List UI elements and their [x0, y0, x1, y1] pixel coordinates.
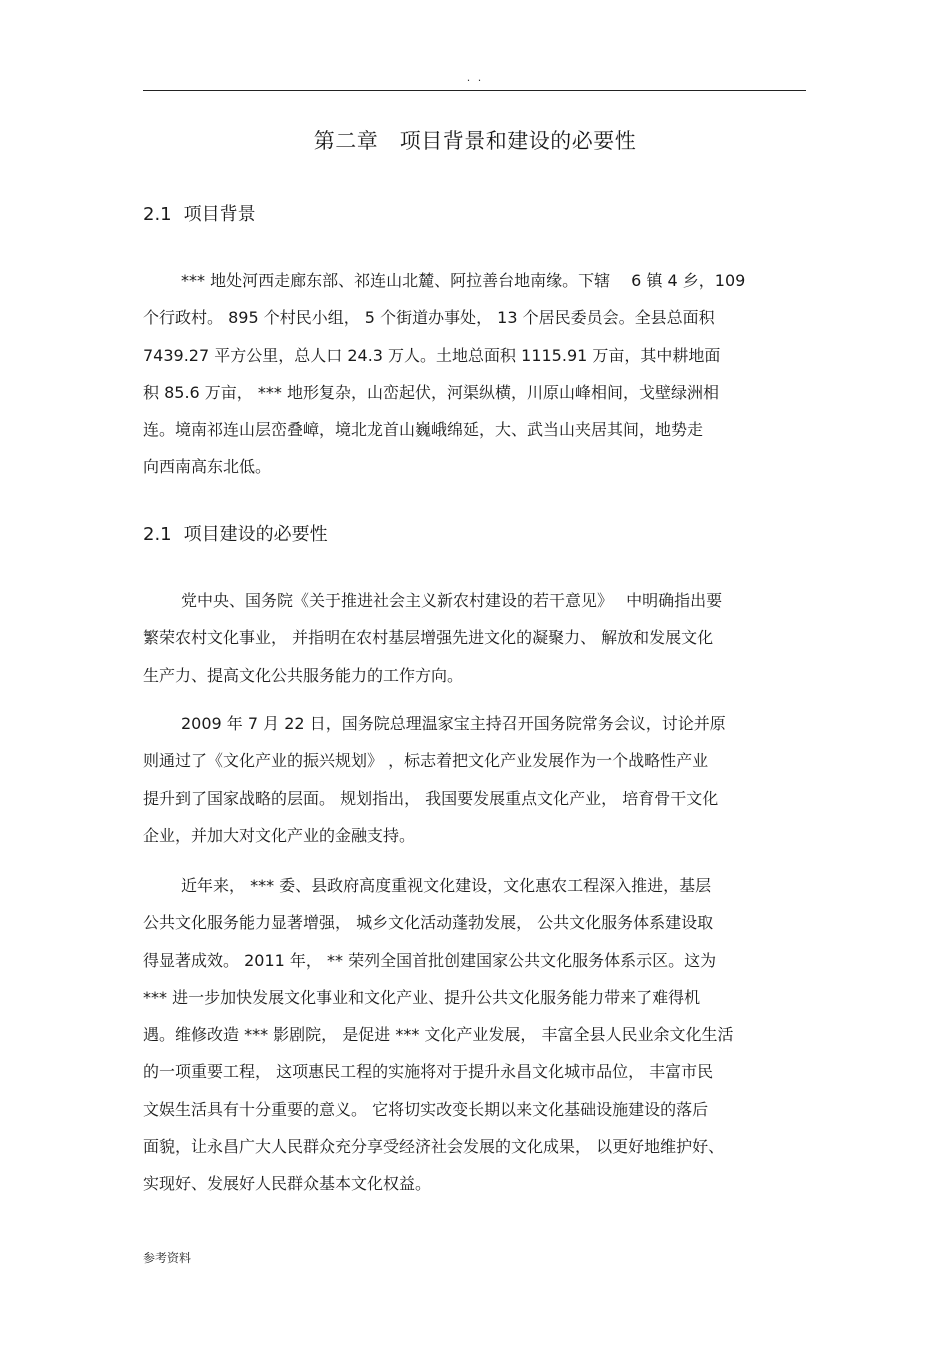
section-heading-background [143, 202, 256, 228]
chapter-title: 第二章 项目背景和建设的必要性 [313, 129, 637, 153]
text-line: 企业，并加大对文化产业的金融支持。 [143, 825, 416, 845]
paragraph-recent-years [143, 867, 808, 1203]
text-line: 得显著成效。 2011 年， ** 荣列全国首批创建国家公共文化服务体系示区。这为 [143, 950, 717, 970]
text-line: 近年来， *** 委、县政府高度重视文化建设，文化惠农工程深入推进，基层 [181, 876, 712, 895]
text-line: *** 进一步加快发展文化事业和文化产业、提升公共文化服务能力带来了难得机 [143, 987, 701, 1007]
text-line: 7439.27 平方公里，总人口 24.3 万人。土地总面积 1115.91 万亩，其中耕地面 [143, 345, 721, 365]
page-footer: 参考资料 [143, 1251, 192, 1265]
text-line: 2009 年 7 月 22 日，国务院总理温家宝主持召开国务院常务会议，讨论并原 [181, 714, 726, 733]
section-number: 2.1 [143, 524, 172, 545]
text-line: 生产力、提高文化公共服务能力的工作方向。 [143, 665, 464, 685]
text-line: 向西南高东北低。 [143, 457, 272, 477]
text-line: *** 地处河西走廊东部、祁连山北麓、阿拉善台地南缘。下辖 6 镇 4 乡，109 [181, 271, 746, 290]
text-line: 提升到了国家战略的层面。 规划指出， 我国要发展重点文化产业， 培育骨干文化 [143, 788, 719, 808]
paragraph-policy [143, 582, 808, 694]
text-line: 个行政村。 895 个村民小组， 5 个街道办事处， 13 个居民委员会。全县总面积 [143, 308, 715, 328]
text-line: 连。境南祁连山层峦叠嶂，境北龙首山巍峨绵延，大、武当山夹居其间，地势走 [143, 420, 704, 440]
text-line: 实现好、发展好人民群众基本文化权益。 [143, 1174, 432, 1194]
page-header-mark: . . [466, 71, 484, 84]
text-line: 文娱生活具有十分重要的意义。 它将切实改变长期以来文化基础设施建设的落后 [143, 1099, 709, 1119]
text-line: 的一项重要工程， 这项惠民工程的实施将对于提升永昌文化城市品位， 丰富市民 [143, 1062, 714, 1082]
text-line: 公共文化服务能力显著增强， 城乡文化活动蓬勃发展， 公共文化服务体系建设取 [143, 913, 714, 933]
text-line: 积 85.6 万亩， *** 地形复杂，山峦起伏，河渠纵横，川原山峰相间，戈壁绿洲相 [143, 382, 719, 402]
text-line: 繁荣农村文化事业， 并指明在农村基层增强先进文化的凝聚力、 解放和发展文化 [143, 628, 714, 648]
section-number: 2.1 [143, 204, 172, 225]
text-line: 遇。维修改造 *** 影剧院， 是促进 *** 文化产业发展， 丰富全县人民业余文化生活 [143, 1025, 734, 1045]
section-title: 项目背景 [183, 204, 256, 225]
text-line: 则通过了《文化产业的振兴规划》 ，标志着把文化产业发展作为一个战略性产业 [143, 751, 709, 771]
section-title: 项目建设的必要性 [183, 524, 328, 545]
paragraph-background [143, 262, 808, 486]
paragraph-2009 [143, 705, 808, 854]
header-rule [143, 90, 806, 91]
text-line: 面貌，让永昌广大人民群众充分享受经济社会发展的文化成果， 以更好地维护好、 [143, 1137, 725, 1157]
text-line: 党中央、国务院《关于推进社会主义新农村建设的若干意见》 中明确指出要 [181, 591, 723, 610]
section-heading-necessity [143, 522, 328, 548]
